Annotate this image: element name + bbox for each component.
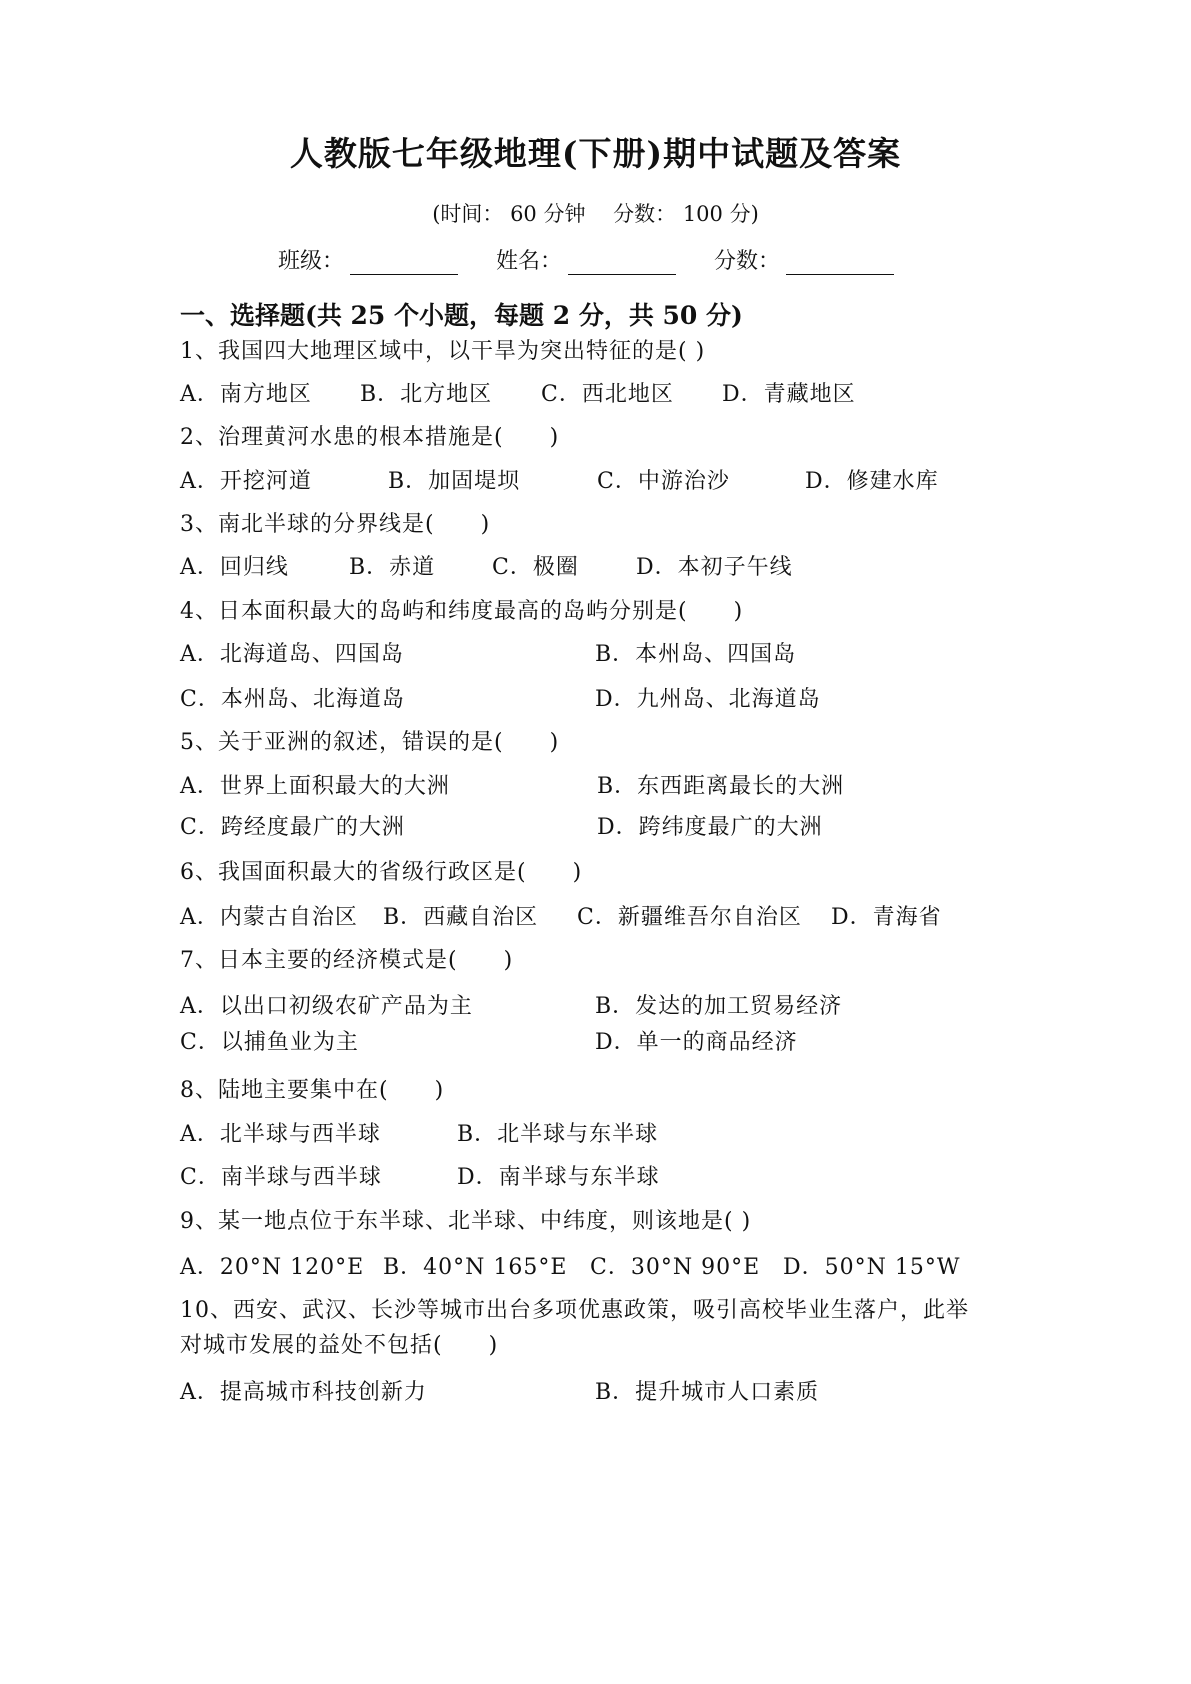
class-field <box>278 244 458 275</box>
question-3: 3、南北半球的分界线是( ) <box>180 512 491 537</box>
q7-option-b: B．发达的加工贸易经济 <box>595 994 843 1019</box>
q7-option-a: A．以出口初级农矿产品为主 <box>180 994 473 1019</box>
question-10-line-1: 10、西安、武汉、长沙等城市出台多项优惠政策，吸引高校毕业生落户，此举 <box>180 1298 969 1323</box>
question-1: 1、我国四大地理区域中，以干旱为突出特征的是( ) <box>180 339 706 364</box>
q9-option-b: B．40°N 165°E <box>383 1255 568 1280</box>
q10-option-a: A．提高城市科技创新力 <box>180 1380 427 1405</box>
q1-option-c: C．西北地区 <box>541 382 674 407</box>
q4-option-b: B．本州岛、四国岛 <box>595 642 797 667</box>
q9-option-a: A．20°N 120°E <box>180 1255 365 1280</box>
score-field <box>714 244 894 275</box>
q5-option-a: A．世界上面积最大的大洲 <box>180 774 450 799</box>
question-9: 9、某一地点位于东半球、北半球、中纬度，则该地是( ) <box>180 1209 752 1234</box>
q8-option-b: B．北半球与东半球 <box>457 1122 659 1147</box>
q3-option-d: D．本初子午线 <box>636 555 793 580</box>
question-7: 7、日本主要的经济模式是( ) <box>180 948 514 973</box>
question-6: 6、我国面积最大的省级行政区是( ) <box>180 860 583 885</box>
q4-option-d: D．九州岛、北海道岛 <box>595 687 821 712</box>
q2-option-a: A．开挖河道 <box>180 469 312 494</box>
class-blank[interactable] <box>350 252 458 275</box>
q1-option-a: A．南方地区 <box>180 382 312 407</box>
q1-option-b: B．北方地区 <box>360 382 493 407</box>
name-field <box>496 244 676 275</box>
class-label: 班级： <box>278 249 345 274</box>
student-info-row <box>278 244 932 275</box>
name-label: 姓名： <box>496 249 563 274</box>
question-2: 2、治理黄河水患的根本措施是( ) <box>180 425 560 450</box>
q7-option-c: C．以捕鱼业为主 <box>180 1030 359 1055</box>
q4-option-c: C．本州岛、北海道岛 <box>180 687 405 712</box>
q9-option-c: C．30°N 90°E <box>590 1255 761 1280</box>
q6-option-c: C．新疆维吾尔自治区 <box>577 905 802 930</box>
q3-option-c: C．极圈 <box>492 555 579 580</box>
q2-option-d: D．修建水库 <box>805 469 939 494</box>
score-blank[interactable] <box>786 252 894 275</box>
q6-option-b: B．西藏自治区 <box>383 905 539 930</box>
q8-option-d: D．南半球与东半球 <box>457 1165 660 1190</box>
q8-option-a: A．北半球与西半球 <box>180 1122 381 1147</box>
question-4: 4、日本面积最大的岛屿和纬度最高的岛屿分别是( ) <box>180 599 744 624</box>
exam-time-score: (时间： 60 分钟 分数： 100 分) <box>432 202 759 226</box>
q4-option-a: A．北海道岛、四国岛 <box>180 642 404 667</box>
question-10-line-2: 对城市发展的益处不包括( ) <box>180 1333 499 1358</box>
question-8: 8、陆地主要集中在( ) <box>180 1078 445 1103</box>
section-heading-choice: 一、选择题(共 25 个小题，每题 2 分，共 50 分) <box>180 301 743 330</box>
q1-option-d: D．青藏地区 <box>722 382 856 407</box>
q3-option-b: B．赤道 <box>349 555 436 580</box>
q8-option-c: C．南半球与西半球 <box>180 1165 382 1190</box>
q2-option-b: B．加固堤坝 <box>388 469 521 494</box>
q9-option-d: D．50°N 15°W <box>783 1255 961 1280</box>
q2-option-c: C．中游治沙 <box>597 469 730 494</box>
document-title: 人教版七年级地理(下册)期中试题及答案 <box>289 134 902 173</box>
q5-option-b: B．东西距离最长的大洲 <box>597 774 845 799</box>
q5-option-c: C．跨经度最广的大洲 <box>180 815 405 840</box>
name-blank[interactable] <box>568 252 676 275</box>
score-label: 分数： <box>714 249 781 274</box>
question-5: 5、关于亚洲的叙述，错误的是( ) <box>180 730 560 755</box>
q7-option-d: D．单一的商品经济 <box>595 1030 798 1055</box>
q10-option-b: B．提升城市人口素质 <box>595 1380 820 1405</box>
q6-option-d: D．青海省 <box>831 905 942 930</box>
q5-option-d: D．跨纬度最广的大洲 <box>597 815 823 840</box>
q6-option-a: A．内蒙古自治区 <box>180 905 358 930</box>
q3-option-a: A．回归线 <box>180 555 289 580</box>
